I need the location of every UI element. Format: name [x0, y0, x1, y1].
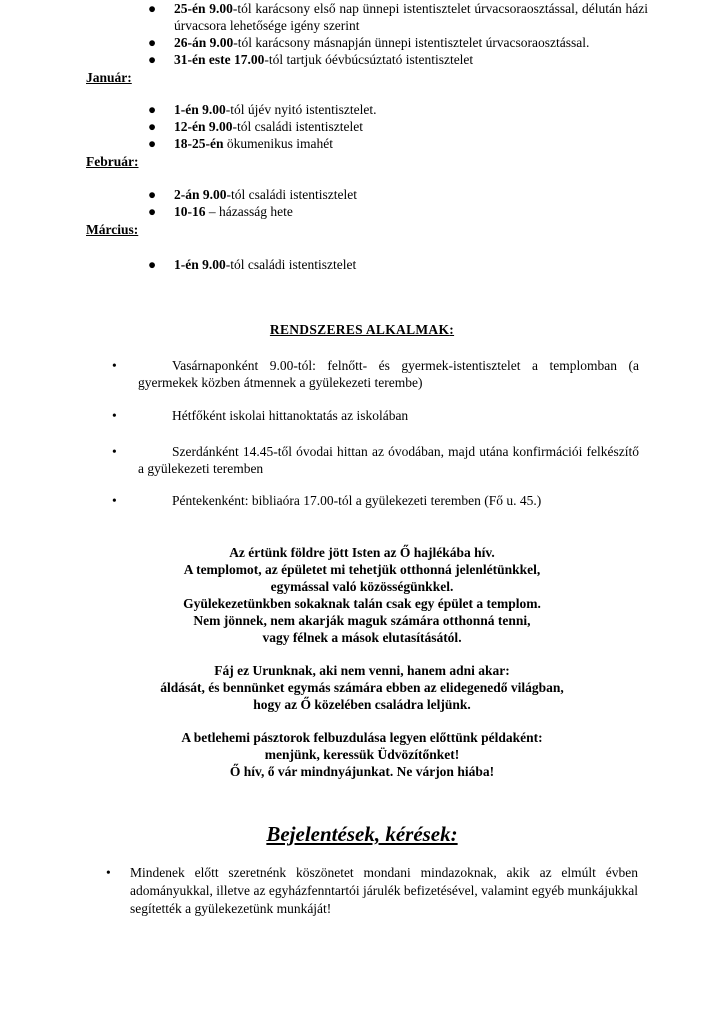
- event-date: 12-én 9.00: [174, 119, 233, 134]
- bullet-icon: ●: [148, 257, 157, 272]
- bullet-icon: ●: [148, 35, 157, 50]
- event-text: -tól karácsony első nap ünnepi istentisztelet úrvacsoraosztással, délután házi úrvacsora lehetősége igény szerint: [174, 1, 648, 33]
- event-date: 18-25-én: [174, 136, 224, 151]
- regular-event-list: [112, 443, 639, 477]
- event-item: [148, 186, 648, 203]
- announcement-item: • Mindenek előtt szeretnénk köszönetet mondani mindazoknak, akik az elmúlt évben adományukkal, illetve az egyházfenntartói járulék befizetésével, valamint egyéb munkájukkal segítették a gyülekezetünk munkáját!: [106, 865, 638, 916]
- poem-line: egymással való közösségünkkel.: [270, 579, 454, 594]
- event-item: [148, 101, 648, 118]
- event-item: [148, 51, 648, 68]
- regular-item: • Hétfőként iskolai hittanoktatás az iskolában: [112, 408, 409, 423]
- event-item: [148, 256, 648, 273]
- bullet-icon: •: [112, 358, 117, 373]
- january-event-list: [148, 101, 648, 152]
- bullet-icon: •: [112, 493, 117, 508]
- regular-item: • Szerdánként 14.45-től óvodai hittan az óvodában, majd utána konfirmációi felkészítő a gyülekezeti teremben: [112, 444, 639, 476]
- poem-line: Ő hív, ő vár mindnyájunkat. Ne várjon hiába!: [229, 764, 495, 779]
- poem-line: Nem jönnek, nem akarják maguk számára otthonná tenni,: [193, 613, 531, 628]
- event-date: 10-16: [174, 204, 206, 219]
- event-date: 31-én este 17.00: [174, 52, 265, 67]
- event-text: ökumenikus imahét: [223, 136, 333, 151]
- poem-line: A templomot, az épületet mi tehetjük otthonná jelenlétünkkel,: [183, 562, 541, 577]
- bullet-icon: ●: [148, 136, 157, 151]
- poem-line: Az értünk földre jött Isten az Ő hajlékába hív.: [229, 545, 495, 560]
- regular-item: • Vasárnaponként 9.00-tól: felnőtt- és gyermek-istentisztelet a templomban (a gyermekek közben átmennek a gyülekezeti terembe): [112, 358, 639, 390]
- month-heading-february: Február:: [86, 154, 139, 169]
- poem-line: menjünk, keressük Üdvözítőnket!: [264, 747, 460, 762]
- december-event-list: [148, 0, 648, 68]
- bullet-icon: ●: [148, 119, 157, 134]
- regular-event-list: [112, 492, 639, 509]
- poem-stanza: [0, 662, 724, 713]
- regular-item: • Péntekenként: bibliaóra 17.00-tól a gyülekezeti teremben (Fő u. 45.): [112, 493, 542, 508]
- poem-stanza: [0, 544, 724, 646]
- event-item: [148, 118, 648, 135]
- announcements-heading: Bejelentések, kérések:: [266, 822, 458, 846]
- poem-line: Gyülekezetünkben sokaknak talán csak egy épület a templom.: [183, 596, 541, 611]
- event-item: [148, 0, 648, 34]
- event-text: -tól karácsony másnapján ünnepi istentisztelet úrvacsoraosztással.: [233, 35, 590, 50]
- bullet-icon: ●: [148, 102, 157, 117]
- bullet-icon: •: [112, 408, 117, 423]
- event-text: -tól tartjuk óévbúcsúztató istentisztelet: [264, 52, 474, 67]
- poem-stanza: [0, 729, 724, 780]
- event-text: -tól családi istentisztelet: [226, 187, 357, 202]
- bullet-icon: ●: [148, 1, 157, 16]
- poem-line: vagy félnek a mások elutasításától.: [262, 630, 462, 645]
- february-event-list: [148, 186, 648, 220]
- event-item: [148, 135, 648, 152]
- month-heading-january: Január:: [86, 70, 132, 85]
- event-text: -tól újév nyitó istentisztelet.: [225, 102, 377, 117]
- event-date: 1-én 9.00: [174, 257, 226, 272]
- event-date: 25-én 9.00: [174, 1, 233, 16]
- poem-line: hogy az Ő közelében családra leljünk.: [253, 697, 471, 712]
- regular-event-list: [112, 407, 639, 424]
- event-date: 1-én 9.00: [174, 102, 226, 117]
- regular-event-list: [112, 357, 639, 391]
- poem-line: Fáj ez Urunknak, aki nem venni, hanem adni akar:: [214, 663, 510, 678]
- bullet-icon: •: [112, 444, 117, 459]
- month-heading-march: Március:: [86, 222, 139, 237]
- event-text: -tól családi istentisztelet: [225, 257, 357, 272]
- bullet-icon: ●: [148, 204, 157, 219]
- bullet-icon: ●: [148, 187, 157, 202]
- event-date: 26-án 9.00: [174, 35, 234, 50]
- poem-line: A betlehemi pásztorok felbuzdulása legyen előttünk példaként:: [181, 730, 543, 745]
- event-date: 2-án 9.00: [174, 187, 227, 202]
- event-text: – házasság hete: [205, 204, 293, 219]
- event-text: -tól családi istentisztelet: [232, 119, 363, 134]
- bullet-icon: ●: [148, 52, 157, 67]
- event-item: [148, 203, 648, 220]
- poem-line: áldását, és bennünket egymás számára ebben az elidegenedő világban,: [160, 680, 564, 695]
- announcement-list: [106, 864, 638, 918]
- bullet-icon: •: [106, 865, 111, 880]
- march-event-list: [148, 256, 648, 273]
- event-item: [148, 34, 648, 51]
- section-title-regular: RENDSZERES ALKALMAK:: [269, 322, 455, 337]
